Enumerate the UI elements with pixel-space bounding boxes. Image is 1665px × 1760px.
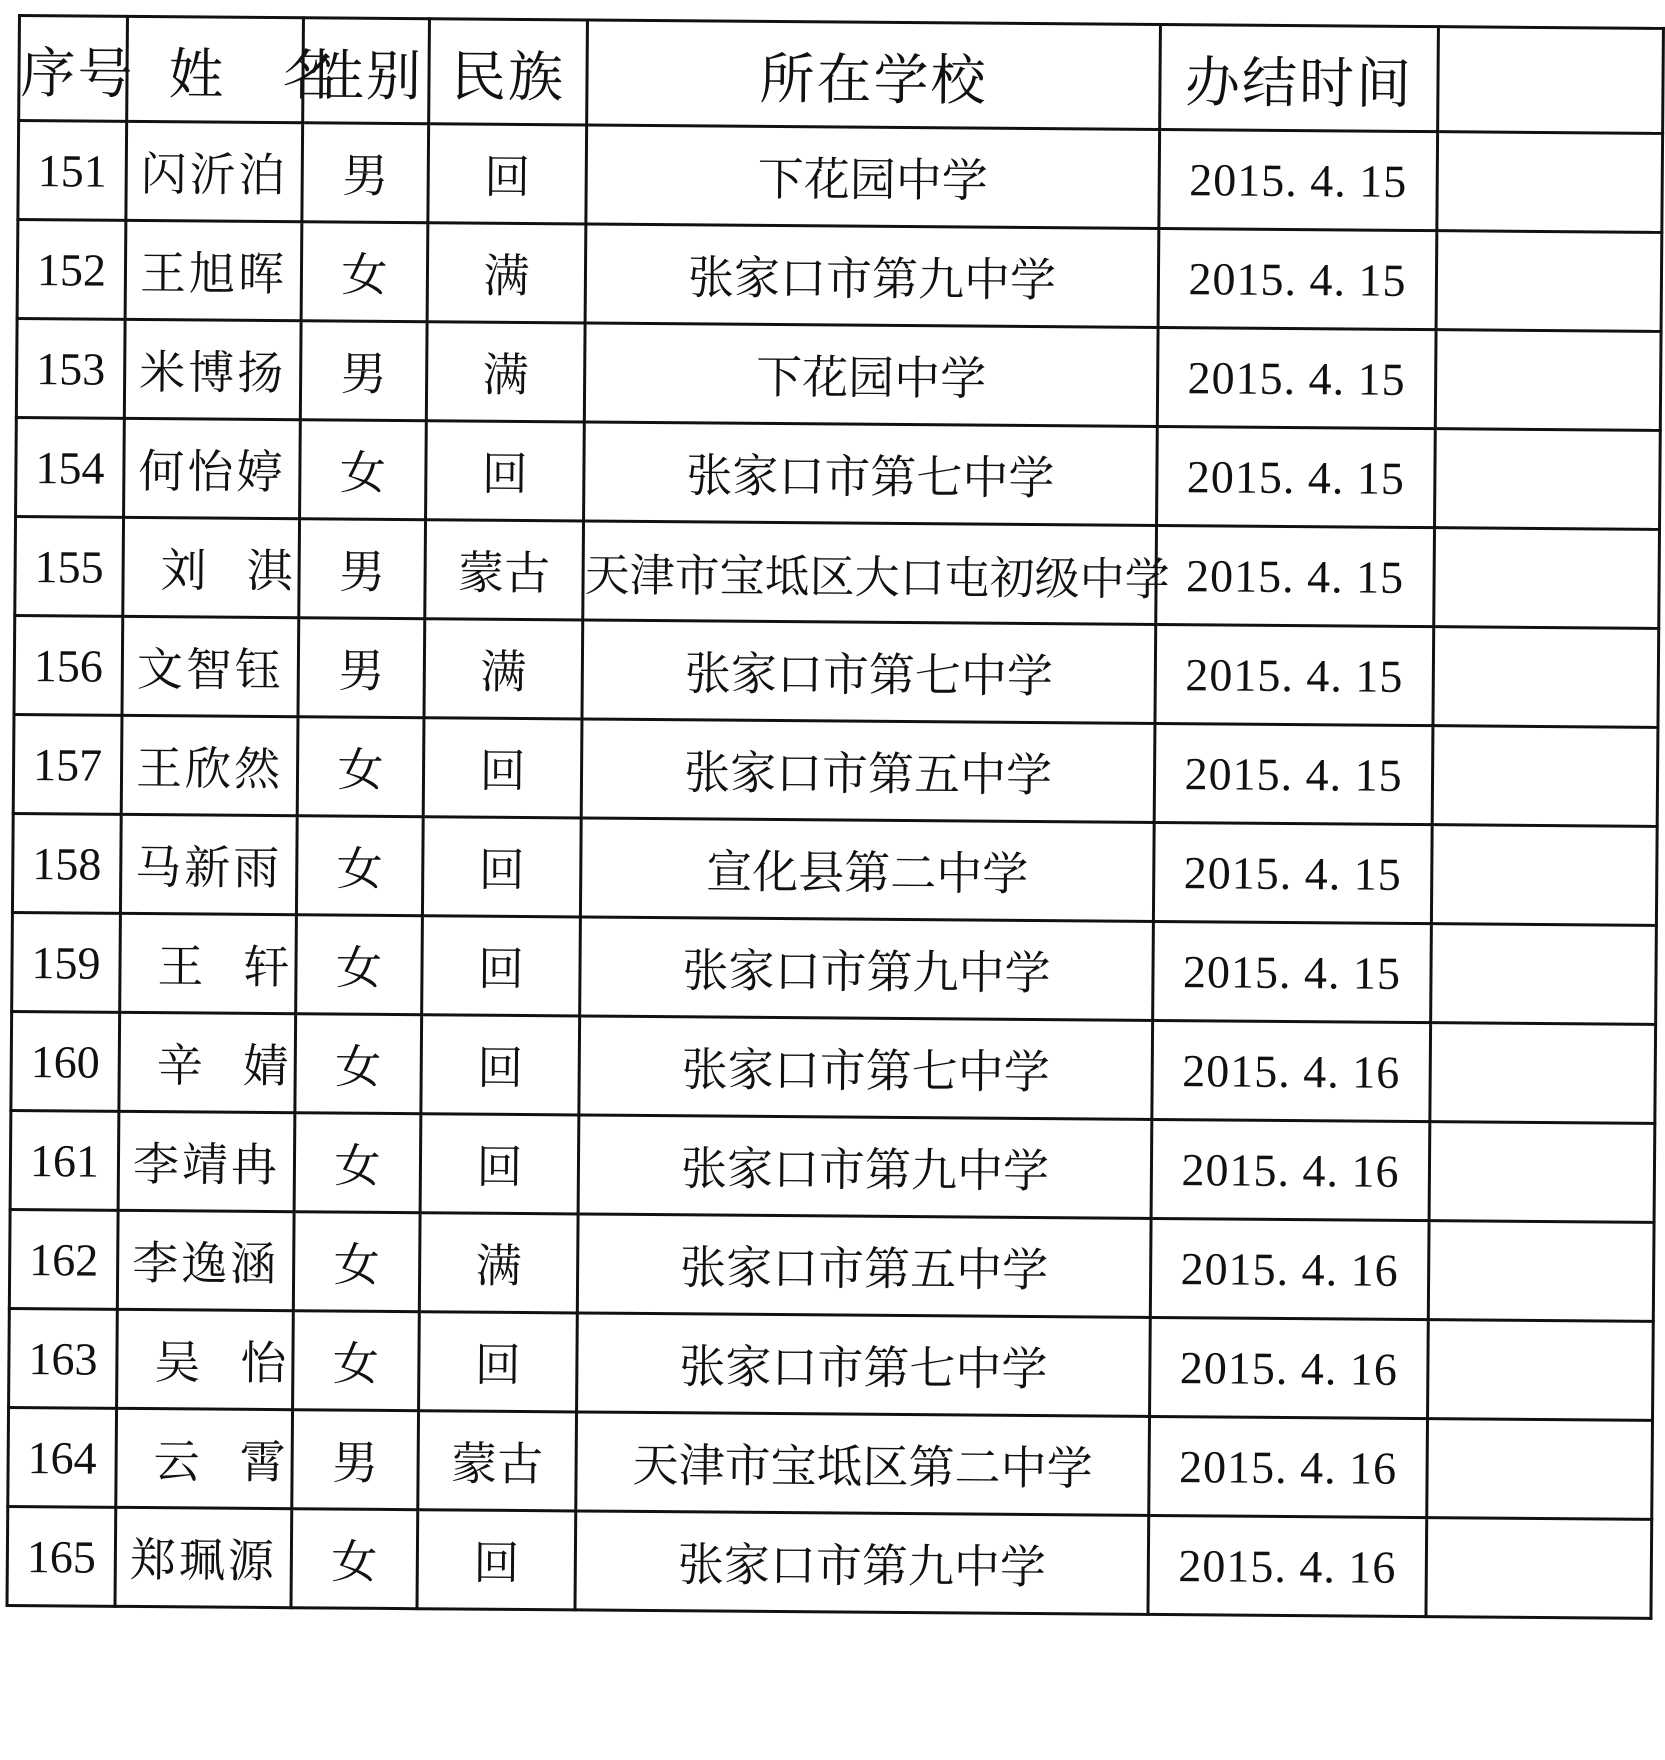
- cell-seq: 152: [17, 220, 126, 320]
- cell-ethnicity: 回: [423, 718, 582, 818]
- cell-school: 张家口市第七中学: [577, 1313, 1151, 1416]
- table-row: [9, 1308, 1654, 1420]
- cell-gender: 男: [300, 321, 427, 421]
- cell-date: 2015. 4. 15: [1156, 525, 1435, 626]
- student-roster-table: [5, 14, 1664, 1620]
- table-row: [12, 813, 1657, 925]
- cell-name: 辛婧: [119, 1012, 296, 1112]
- cell-seq: 165: [7, 1506, 116, 1606]
- cell-date: 2015. 4. 16: [1148, 1515, 1427, 1616]
- cell-seq: 161: [10, 1110, 119, 1210]
- cell-ethnicity: 回: [419, 1312, 578, 1412]
- cell-ethnicity: 回: [421, 1015, 580, 1115]
- cell-name: 李靖冉: [118, 1111, 295, 1211]
- cell-name: 吴怡: [117, 1309, 294, 1409]
- cell-school: 张家口市第九中学: [580, 917, 1154, 1020]
- table-row: [11, 1011, 1656, 1123]
- cell-seq: 153: [16, 319, 125, 419]
- header-name: 姓 名: [127, 16, 304, 122]
- cell-gender: 男: [292, 1410, 419, 1510]
- cell-gender: 女: [294, 1113, 421, 1213]
- cell-date: 2015. 4. 15: [1157, 327, 1436, 428]
- cell-gender: 男: [299, 519, 426, 619]
- cell-name: 何怡婷: [124, 418, 301, 518]
- cell-name: 王旭晖: [125, 220, 302, 320]
- cell-date: 2015. 4. 15: [1159, 129, 1438, 230]
- cell-gender: 女: [300, 420, 427, 520]
- cell-ethnicity: 满: [427, 223, 586, 323]
- header-gender: 性别: [303, 18, 430, 124]
- cell-name: 刘淇: [123, 517, 300, 617]
- cell-extra: [1435, 429, 1661, 530]
- cell-name: 马新雨: [120, 814, 297, 914]
- cell-school: 张家口市第五中学: [577, 1214, 1151, 1317]
- table-header: [19, 16, 1664, 134]
- cell-gender: 女: [293, 1212, 420, 1312]
- table-row: [16, 417, 1661, 529]
- cell-seq: 163: [9, 1308, 118, 1408]
- cell-seq: 154: [16, 417, 125, 517]
- cell-gender: 女: [291, 1509, 418, 1609]
- cell-extra: [1431, 825, 1657, 926]
- header-date: 办结时间: [1160, 24, 1439, 131]
- header-ethnicity: 民族: [429, 19, 588, 125]
- cell-name: 郑珮源: [115, 1507, 292, 1607]
- cell-seq: 155: [15, 516, 124, 616]
- cell-date: 2015. 4. 15: [1153, 921, 1432, 1022]
- cell-extra: [1436, 231, 1662, 332]
- cell-gender: 女: [301, 222, 428, 322]
- cell-extra: [1431, 924, 1657, 1025]
- cell-extra: [1432, 726, 1658, 827]
- cell-ethnicity: 回: [426, 421, 585, 521]
- cell-gender: 女: [295, 1014, 422, 1114]
- cell-date: 2015. 4. 15: [1153, 822, 1432, 923]
- cell-extra: [1429, 1122, 1655, 1223]
- cell-ethnicity: 回: [417, 1510, 576, 1610]
- cell-name: 李逸涵: [117, 1210, 294, 1310]
- scanned-document: [5, 14, 1636, 1620]
- cell-ethnicity: 满: [419, 1213, 578, 1313]
- cell-extra: [1428, 1320, 1654, 1421]
- cell-school: 张家口市第五中学: [581, 719, 1155, 822]
- cell-date: 2015. 4. 16: [1152, 1020, 1431, 1121]
- table-row: [17, 220, 1662, 332]
- cell-ethnicity: 回: [422, 916, 581, 1016]
- cell-school: 宣化县第二中学: [580, 818, 1154, 921]
- table-row: [15, 516, 1660, 628]
- cell-name: 文智钰: [122, 616, 299, 716]
- cell-name: 王欣然: [121, 715, 298, 815]
- cell-date: 2015. 4. 16: [1151, 1119, 1430, 1220]
- cell-name: 云霄: [116, 1408, 293, 1508]
- table-row: [8, 1407, 1653, 1519]
- cell-gender: 女: [297, 717, 424, 817]
- cell-name: 米博扬: [124, 319, 301, 419]
- cell-ethnicity: 回: [428, 124, 587, 224]
- cell-ethnicity: 回: [422, 817, 581, 917]
- header-school: 所在学校: [587, 20, 1161, 129]
- cell-school: 张家口市第七中学: [582, 620, 1156, 723]
- cell-name: 闪沂泊: [126, 121, 303, 221]
- cell-school: 张家口市第九中学: [585, 224, 1159, 327]
- cell-extra: [1430, 1023, 1656, 1124]
- cell-ethnicity: 回: [420, 1114, 579, 1214]
- cell-gender: 女: [293, 1311, 420, 1411]
- cell-extra: [1435, 330, 1661, 431]
- cell-gender: 女: [296, 915, 423, 1015]
- cell-seq: 156: [14, 615, 123, 715]
- cell-date: 2015. 4. 16: [1150, 1317, 1429, 1418]
- cell-school: 天津市宝坻区大口屯初级中学: [583, 521, 1157, 624]
- table-row: [7, 1506, 1652, 1618]
- header-row: [19, 16, 1664, 134]
- table-row: [10, 1110, 1655, 1222]
- cell-ethnicity: 满: [426, 322, 585, 422]
- cell-seq: 157: [13, 714, 122, 814]
- cell-date: 2015. 4. 15: [1158, 228, 1437, 329]
- cell-gender: 男: [298, 618, 425, 718]
- cell-extra: [1426, 1518, 1652, 1619]
- table-row: [16, 319, 1661, 431]
- table-row: [9, 1209, 1654, 1321]
- cell-ethnicity: 满: [424, 619, 583, 719]
- cell-school: 张家口市第九中学: [575, 1511, 1149, 1614]
- cell-extra: [1437, 132, 1663, 233]
- cell-ethnicity: 蒙古: [425, 520, 584, 620]
- cell-seq: 158: [12, 813, 121, 913]
- cell-seq: 151: [18, 121, 127, 221]
- cell-school: 张家口市第九中学: [578, 1115, 1152, 1218]
- table-row: [18, 121, 1663, 233]
- cell-seq: 164: [8, 1407, 117, 1507]
- cell-date: 2015. 4. 16: [1149, 1416, 1428, 1517]
- cell-name: 王轩: [120, 913, 297, 1013]
- cell-date: 2015. 4. 16: [1150, 1218, 1429, 1319]
- cell-extra: [1427, 1419, 1653, 1520]
- cell-seq: 162: [9, 1209, 118, 1309]
- header-extra-column: [1438, 27, 1664, 134]
- table-body: [7, 121, 1663, 1619]
- cell-school: 天津市宝坻区第二中学: [576, 1412, 1150, 1515]
- cell-extra: [1433, 627, 1659, 728]
- cell-seq: 160: [11, 1011, 120, 1111]
- cell-extra: [1434, 528, 1660, 629]
- cell-extra: [1428, 1221, 1654, 1322]
- cell-seq: 159: [12, 912, 121, 1012]
- header-seq: 序号: [19, 16, 128, 122]
- cell-date: 2015. 4. 15: [1154, 723, 1433, 824]
- cell-school: 张家口市第七中学: [579, 1016, 1153, 1119]
- table-row: [14, 615, 1659, 727]
- table-row: [13, 714, 1658, 826]
- cell-gender: 男: [302, 123, 429, 223]
- cell-gender: 女: [296, 816, 423, 916]
- cell-school: 下花园中学: [584, 323, 1158, 426]
- cell-date: 2015. 4. 15: [1155, 624, 1434, 725]
- table-row: [12, 912, 1657, 1024]
- cell-date: 2015. 4. 15: [1157, 426, 1436, 527]
- cell-ethnicity: 蒙古: [418, 1411, 577, 1511]
- cell-school: 张家口市第七中学: [584, 422, 1158, 525]
- cell-school: 下花园中学: [586, 125, 1160, 228]
